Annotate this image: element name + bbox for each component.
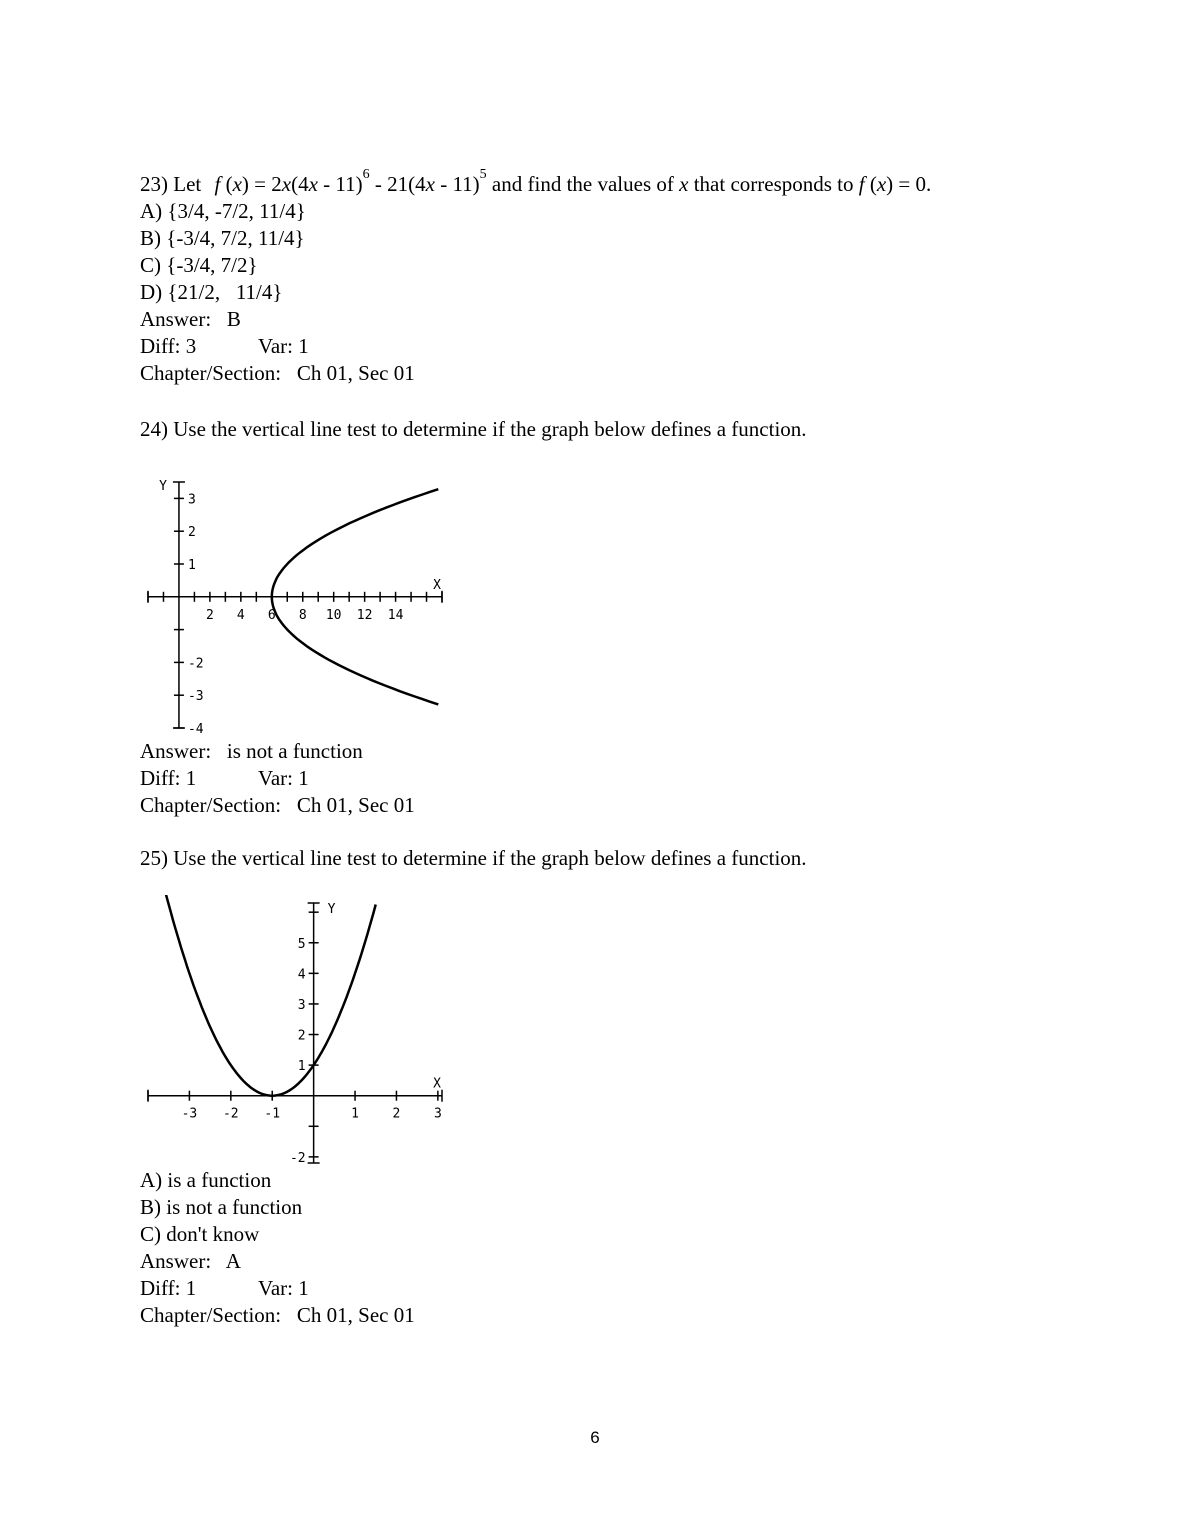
graph-parabola bbox=[140, 895, 470, 1170]
y-tick-label: 3 bbox=[187, 492, 196, 508]
y-tick-label: -3 bbox=[187, 689, 204, 705]
y-tick-label: 2 bbox=[297, 1028, 306, 1044]
y-tick-label: -2 bbox=[289, 1150, 306, 1166]
curve bbox=[272, 489, 439, 597]
x-tick-label: -2 bbox=[222, 1106, 239, 1122]
question-24-answer-block bbox=[140, 738, 415, 819]
diff-var bbox=[140, 1275, 415, 1302]
curve bbox=[163, 895, 376, 1096]
diff: Diff: 1 bbox=[140, 766, 197, 790]
x-tick-label: 10 bbox=[325, 607, 342, 623]
x-tick-label: 2 bbox=[205, 607, 214, 623]
x-tick-label: -1 bbox=[264, 1106, 281, 1122]
question-24-prompt: 24) Use the vertical line test to determine if the graph below defines a function. bbox=[140, 417, 807, 441]
option-d: D) {21/2, 11/4} bbox=[140, 280, 283, 304]
question-25 bbox=[140, 845, 807, 872]
x-tick-label: 3 bbox=[433, 1106, 442, 1122]
diff: Diff: 1 bbox=[140, 1276, 197, 1300]
diff-var bbox=[140, 765, 415, 792]
x-tick-label: 12 bbox=[356, 607, 373, 623]
diff-var bbox=[140, 333, 931, 360]
answer: Answer: is not a function bbox=[140, 739, 363, 763]
y-axis-label: Y bbox=[327, 902, 336, 917]
option-b: B) {-3/4, 7/2, 11/4} bbox=[140, 226, 305, 250]
var: Var: 1 bbox=[258, 334, 309, 358]
x-tick-label: 4 bbox=[236, 607, 245, 623]
y-tick-label: 3 bbox=[297, 997, 306, 1013]
var: Var: 1 bbox=[258, 1276, 309, 1300]
y-tick-label: 5 bbox=[297, 936, 306, 952]
option-c: C) don't know bbox=[140, 1222, 260, 1246]
y-tick-label: -2 bbox=[187, 656, 204, 672]
y-tick-label: 2 bbox=[187, 525, 196, 541]
x-tick-label: 2 bbox=[392, 1106, 401, 1122]
question-25-prompt: 25) Use the vertical line test to determine if the graph below defines a function. bbox=[140, 846, 807, 870]
curve bbox=[272, 597, 439, 705]
y-axis-label: Y bbox=[159, 479, 167, 494]
x-tick-label: 1 bbox=[351, 1106, 359, 1122]
var: Var: 1 bbox=[258, 766, 309, 790]
question-23-prompt: 23) Let f (x) = 2x(4x - 11)$^6$ - 21(4x - 11)$^5$ and find the values of x that corresponds to f (x) = 0. bbox=[140, 167, 932, 196]
chapter-section: Chapter/Section: Ch 01, Sec 01 bbox=[140, 1303, 415, 1327]
y-tick-label: 4 bbox=[297, 967, 306, 983]
y-tick-label: 1 bbox=[297, 1059, 306, 1075]
x-tick-label: 6 bbox=[267, 607, 276, 623]
y-tick-label: 1 bbox=[187, 558, 196, 573]
x-tick-label: 14 bbox=[387, 607, 404, 623]
option-a: A) is a function bbox=[140, 1168, 272, 1192]
page-number: 6 bbox=[590, 1428, 600, 1447]
question-25-answers bbox=[140, 1167, 415, 1329]
x-axis-label: X bbox=[433, 577, 441, 593]
x-tick-label: 8 bbox=[298, 607, 307, 623]
question-23 bbox=[140, 167, 932, 387]
option-c: C) {-3/4, 7/2} bbox=[140, 253, 258, 277]
chapter-section: Chapter/Section: Ch 01, Sec 01 bbox=[140, 793, 415, 817]
option-b: B) is not a function bbox=[140, 1195, 303, 1219]
chapter-section: Chapter/Section: Ch 01, Sec 01 bbox=[140, 361, 415, 385]
answer: Answer: A bbox=[140, 1249, 241, 1273]
x-tick-label: -3 bbox=[181, 1106, 198, 1122]
diff: Diff: 3 bbox=[140, 334, 197, 358]
option-a: A) {3/4, -7/2, 11/4} bbox=[140, 199, 306, 223]
answer: Answer: B bbox=[140, 307, 241, 331]
y-tick-label: -4 bbox=[187, 722, 204, 737]
question-24 bbox=[140, 416, 807, 443]
x-axis-label: X bbox=[433, 1076, 441, 1092]
graph-sideways-parabola bbox=[140, 470, 470, 740]
